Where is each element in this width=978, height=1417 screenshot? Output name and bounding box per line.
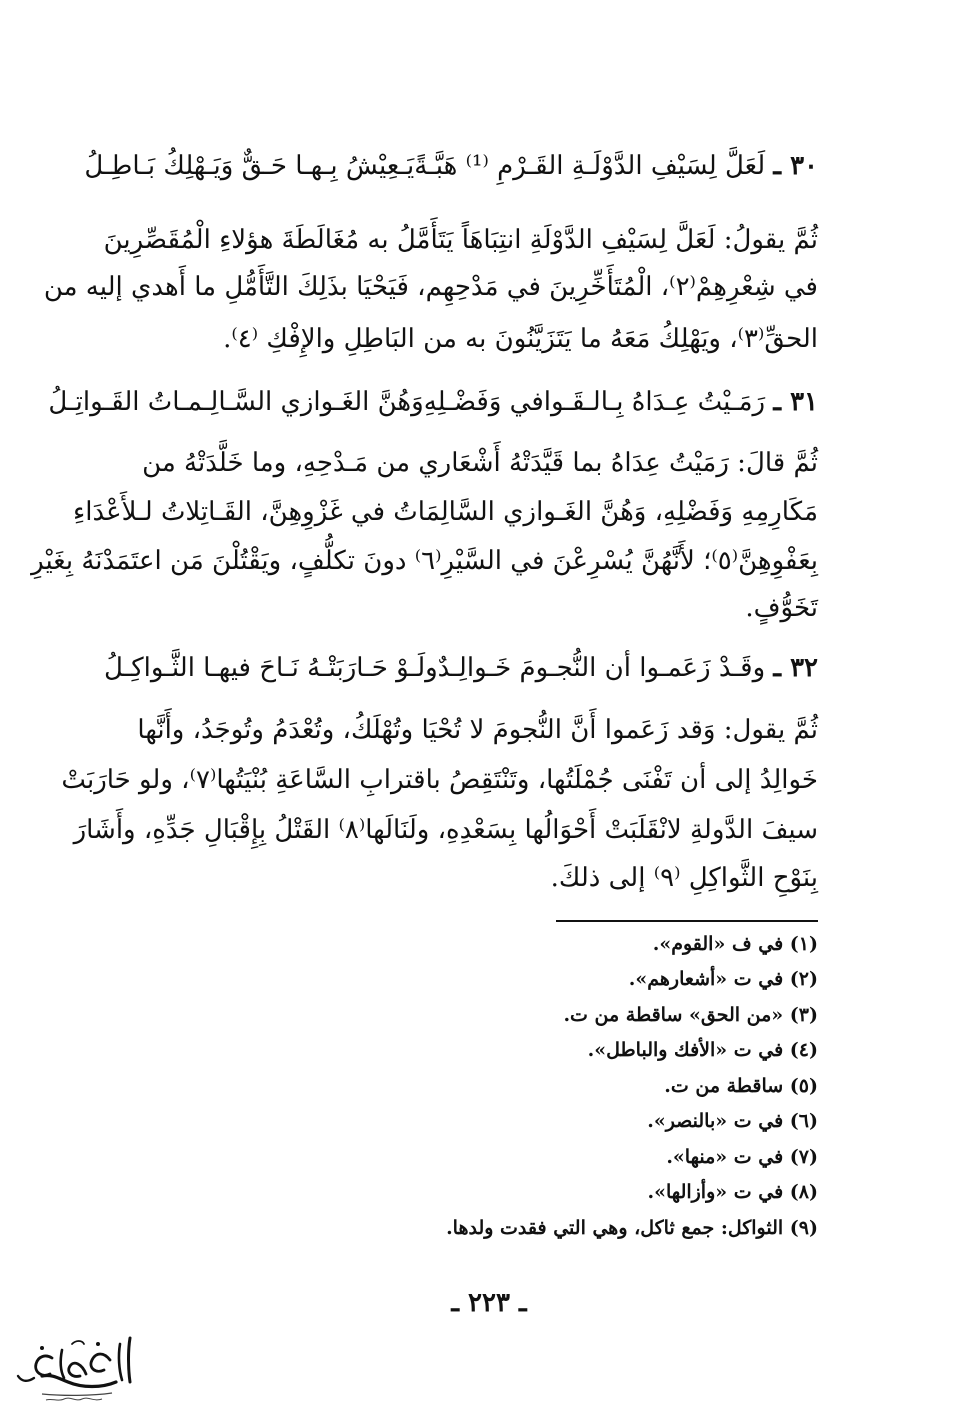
footnote-8: (٨) في ت «وأزالها».	[647, 1181, 818, 1203]
verse-30-first-hemistich: ٣٠ ـ لَعَلَّ لِسَيْفِ الدَّوْلَـةِ القَـرْمِ ⁽¹⁾ هَبَّـةً	[414, 146, 818, 186]
commentary-31-line-2: مَكَارِمِهِ وَفَضْلِهِ، وَهُنَّ الغَـوازي السَّالِمَاتُ في غَزْوِهِنَّ، القَـاتِلاتُ لـلأَعْدَاءِ	[73, 497, 818, 527]
verse-32	[103, 648, 818, 688]
commentary-30-line-1: ثُمَّ يقولُ: لَعَلَّ لِسَيْفِ الدَّوْلَةِ انتِبَاهَاً يَتَأَمَّلُ به مُغَالَطَةَ هؤلاءِ الْمُقَصِّرِينَ	[103, 225, 818, 255]
footnote-4: (٤) في ت «الأفك والباطل».	[587, 1039, 818, 1061]
verse-30-number: ٣٠ ـ	[773, 151, 818, 181]
verse-32-number: ٣٢ ـ	[773, 653, 818, 683]
footnote-5: (٥) ساقطة من ت.	[664, 1075, 818, 1097]
footnote-divider	[556, 920, 818, 922]
commentary-30-line-2: في شِعْرِهِمْ⁽٢⁾، الْمُتَأَخِّرِينَ في مَدْحِهِم، فَيَحْيَا بذَلِكَ التَّأَمُّلِ ما أَهدي إليه من	[43, 272, 818, 302]
footnote-1: (١) في ف «القوم».	[652, 933, 818, 955]
footnote-3: (٣) «من الحق» ساقطة من ت.	[563, 1004, 818, 1026]
verse-31	[48, 382, 818, 422]
verse-32-first-hemistich: ٣٢ ـ وقَـدْ زَعَمـوا أن النُّجـومَ خَـوالِـدٌ	[438, 648, 818, 688]
footnote-7: (٧) في ت «منها».	[666, 1146, 818, 1168]
verse-31-first-hemistich: ٣١ ـ رَمَـيْتُ عِـدَاهُ بِـالـقَـوافي وَفَضْـلِهِ	[424, 382, 818, 422]
verse-31-number: ٣١ ـ	[773, 387, 818, 417]
footnote-9: (٩) الثواكل: جمع ثاكل، وهي التي فقدت ولدها.	[446, 1217, 818, 1239]
commentary-32-line-3: سيفَ الدَّولةِ لانْقَلَبَتْ أَحْوَالُها بِسَعْدِهِ، ولَنَالَها⁽٨⁾ القَتْلُ بِإِقْبَالِ جَدِّهِ، وأَشَارَ	[73, 815, 818, 845]
verse-32-second-hemistich: ولَـوْ حَـارَبَتْـهُ نَـاحَ فيهـا الثَّـواكِـلُ	[103, 653, 438, 683]
commentary-30-line-3: الحقِّ⁽٣⁾، ويَهْلِكُ مَعَهُ ما يَتَزَيَّنُونَ به من البَاطِلِ والإِفْكِ ⁽٤⁾.	[223, 324, 818, 354]
verse-30	[84, 146, 818, 186]
commentary-32-line-2: خَوالِدُ إلى أن تَفْنَى جُمْلَتُها، وتَنْتَقِصُ باقترابِ السَّاعَةِ بُنْيَتُها⁽٧⁾، ولو حَارَبَتْ	[61, 765, 818, 795]
footnote-2: (٢) في ت «أشعارهم».	[628, 968, 818, 990]
verse-31-second-hemistich: وَهُنَّ الغَـوازي السَّـالِـمـاتُ القَـواتِـلُ	[48, 387, 424, 417]
footnote-6: (٦) في ت «بالنصر».	[647, 1110, 818, 1132]
verse-30-second-hemistich: يَـعِيْشُ بِـهـا حَـقٌّ وَيَـهْلِكُ بَـاطِـلُ	[84, 151, 415, 181]
commentary-31-line-4: تَخَوُّفٍ.	[745, 593, 818, 623]
calligraphy-stamp-logo	[12, 1330, 142, 1410]
page-number: ـ ٢٢٣ ـ	[451, 1288, 527, 1318]
commentary-32-line-4: بِنَوْحِ الثَّواكِلِ ⁽٩⁾ إلى ذلكَ.	[550, 863, 818, 893]
commentary-32-line-1: ثُمَّ يقول: وَقد زَعَموا أَنَّ النُّجومَ لا تُحْيَا وتُهْلَكُ، وتُعْدَمُ وتُوجَدُ، وأَنَّها	[137, 715, 818, 745]
commentary-31-line-3: بِعَفْوِهِنَّ⁽٥⁾؛ لأَنَّهُنَّ يُسْرِعْنَ في السَّيْرِ⁽٦⁾ دونَ تكلُّفٍ، ويَقْتُلْنَ مَن اعتَمَدْنَهُ بِغَيْرِ	[31, 546, 818, 576]
commentary-31-line-1: ثُمَّ قالَ: رَمَيْتُ عِدَاهُ بما قَيَّدَتْهُ أَشْعَاري من مَـدْحِهِ، وما خَلَّدَتْهُ من	[142, 448, 818, 478]
